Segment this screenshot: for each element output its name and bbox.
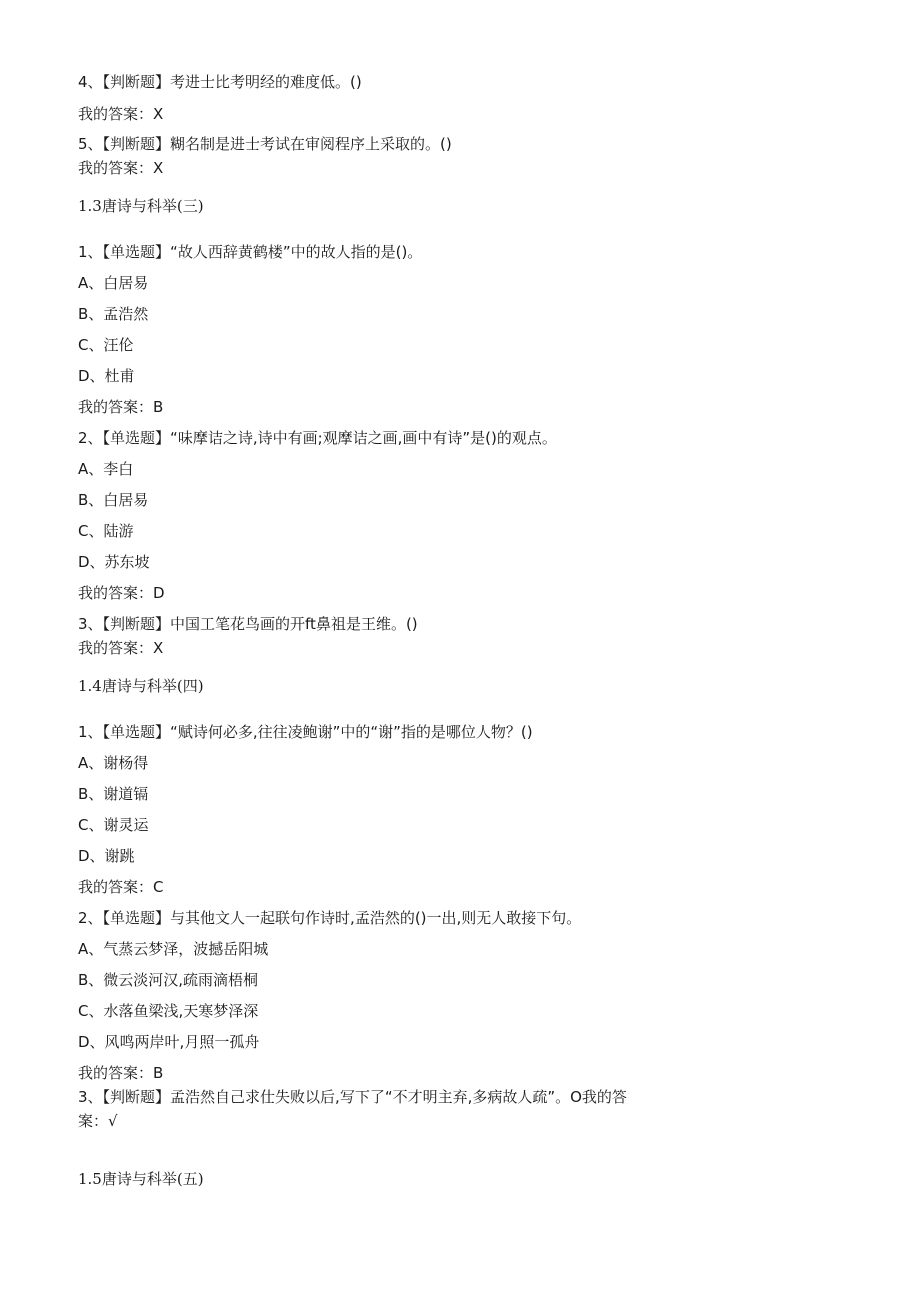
s14-q2-option-c: C、水落鱼梁浅,天寒梦泽深 — [78, 1002, 259, 1020]
s13-q2-option-a: A、李白 — [78, 460, 134, 478]
s14-question-3: 3、【判断题】孟浩然自己求仕失败以后,写下了“不才明主弃,多病故人疏”。O我的答 — [78, 1088, 627, 1106]
s13-q2-option-c: C、陆游 — [78, 522, 134, 540]
s14-q1-answer: 我的答案：C — [78, 878, 164, 896]
s13-q2-option-d: D、苏东坡 — [78, 553, 150, 571]
s14-q3-answer: 案：√ — [78, 1112, 118, 1130]
s14-question-1: 1、【单选题】“赋诗何必多,往往凌鲍谢”中的“谢”指的是哪位人物？() — [78, 723, 533, 741]
s13-q2-answer: 我的答案：D — [78, 584, 165, 602]
answer-5: 我的答案：X — [78, 159, 164, 177]
s13-question-1: 1、【单选题】“故人西辞黄鹤楼”中的故人指的是()。 — [78, 243, 423, 261]
s13-q2-option-b: B、白居易 — [78, 491, 149, 509]
question-4-judgment: 4、【判断题】考进士比考明经的难度低。() — [78, 73, 362, 91]
s14-q1-option-b: B、谢道镉 — [78, 785, 149, 803]
section-heading-1-4: 1.4唐诗与科举(四) — [78, 677, 204, 695]
s13-q1-option-b: B、孟浩然 — [78, 305, 149, 323]
s14-q2-answer: 我的答案：B — [78, 1064, 164, 1082]
answer-4: 我的答案：X — [78, 105, 164, 123]
s13-question-3: 3、【判断题】中国工笔花鸟画的开ft鼻祖是王维。() — [78, 615, 418, 633]
s13-q1-answer: 我的答案：B — [78, 398, 164, 416]
s14-q2-option-d: D、风鸣两岸叶,月照一孤舟 — [78, 1033, 260, 1051]
s14-q1-option-a: A、谢杨得 — [78, 754, 149, 772]
section-heading-1-3: 1.3唐诗与科举(三) — [78, 197, 204, 215]
s14-q2-option-b: B、微云淡河汉,疏雨滴梧桐 — [78, 971, 259, 989]
s13-q1-option-d: D、杜甫 — [78, 367, 135, 385]
s14-q1-option-c: C、谢灵运 — [78, 816, 149, 834]
question-5-judgment: 5、【判断题】糊名制是进士考试在审阅程序上采取的。() — [78, 135, 452, 153]
s13-q3-answer: 我的答案：X — [78, 639, 164, 657]
s13-q1-option-a: A、白居易 — [78, 274, 149, 292]
s13-q1-option-c: C、汪伦 — [78, 336, 134, 354]
s14-q1-option-d: D、谢跳 — [78, 847, 135, 865]
section-heading-1-5: 1.5唐诗与科举(五) — [78, 1170, 204, 1188]
s14-q2-option-a: A、气蒸云梦泽，波撼岳阳城 — [78, 940, 269, 958]
s14-question-2: 2、【单选题】与其他文人一起联句作诗时,孟浩然的()一出,则无人敢接下句。 — [78, 909, 582, 927]
s13-question-2: 2、【单选题】“味摩诘之诗,诗中有画;观摩诘之画,画中有诗”是()的观点。 — [78, 429, 557, 447]
